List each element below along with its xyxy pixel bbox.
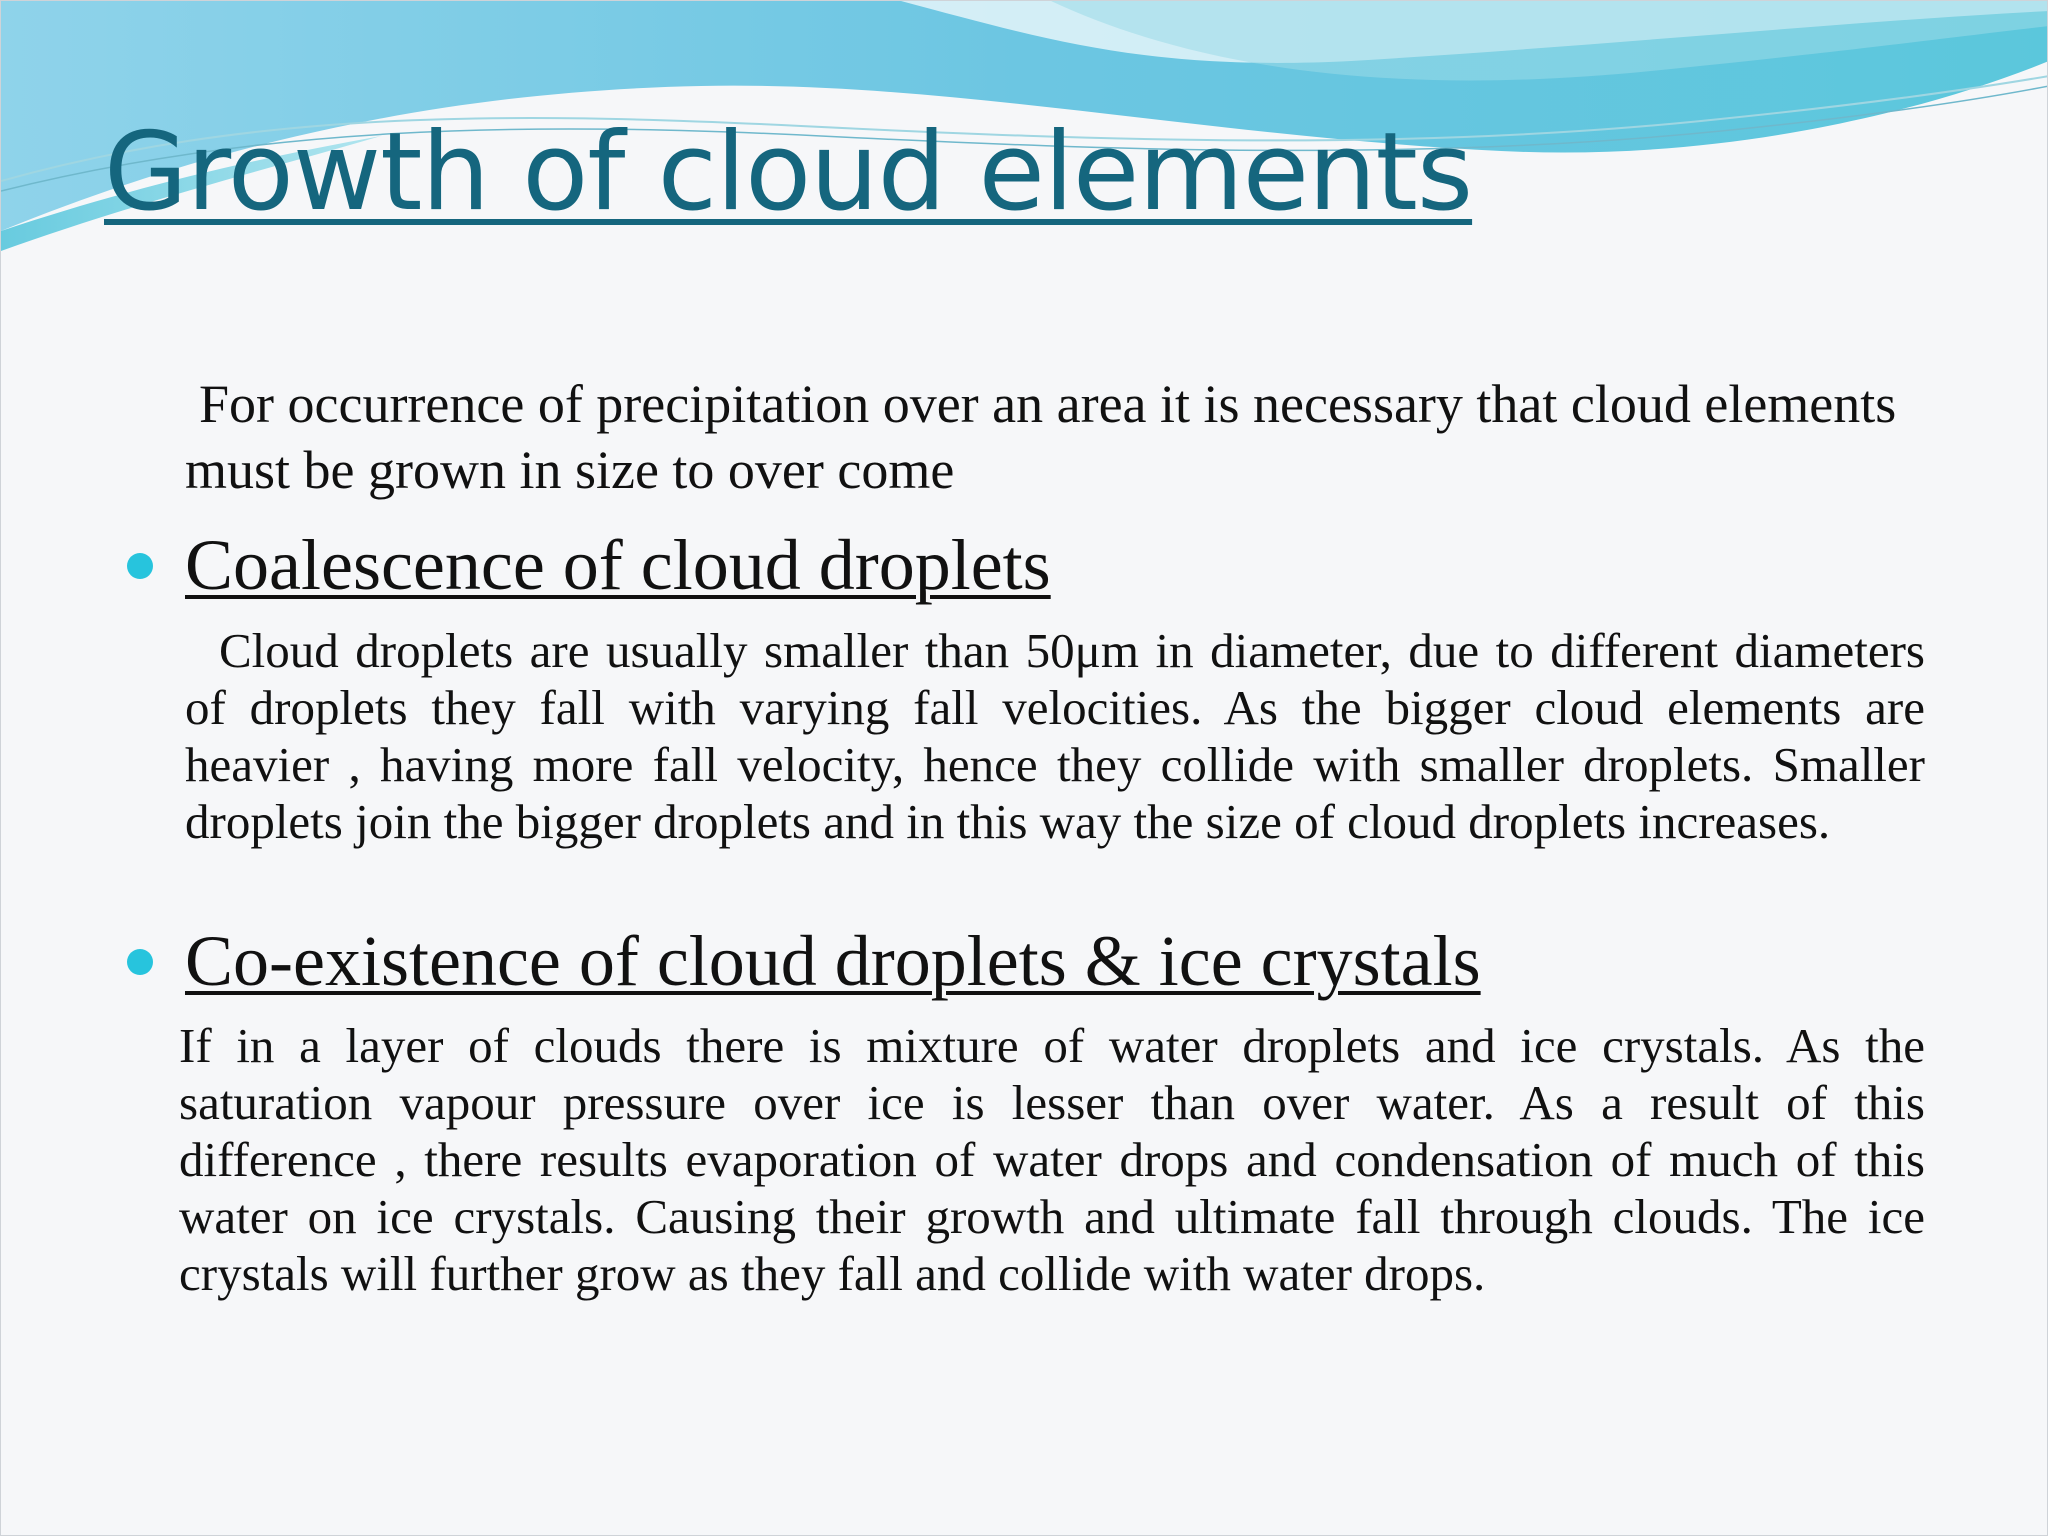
heading-coexistence: Co-existence of cloud droplets & ice crystals [185,921,1481,1001]
coalescence-paragraph [185,622,1925,850]
bullet-dot-icon [127,949,153,975]
intro-paragraph [185,371,1925,503]
coexistence-text: If in a layer of clouds there is mixture of water droplets and ice crystals. As the saturation vapour pressure over ice is lesser than over water. As a result of this difference , there results evaporation of water drops and condensation of much of this water on ice crystals. Causing their growth and ultimate fall through clouds. The ice crystals will further grow as they fall and collide with water drops. [179,1018,1925,1301]
bullet-coexistence [127,919,1481,1003]
slide-content [1,1,2048,1536]
intro-text: For occurrence of precipitation over an area it is necessary that cloud elements must be grown in size to over come [185,374,1897,500]
coexistence-paragraph [179,1017,1925,1302]
bullet-dot-icon [127,553,153,579]
heading-coalescence: Coalescence of cloud droplets [185,525,1051,605]
coalescence-text: Cloud droplets are usually smaller than 50μm in diameter, due to different diameters of droplets they fall with varying fall velocities. As the bigger cloud elements are heavier , having more fall velocity, hence they collide with smaller droplets. Smaller droplets join the bigger droplets and in this way the size of cloud droplets increases. [185,623,1925,849]
slide-title: Growth of cloud elements [104,110,1473,235]
bullet-coalescence [127,523,1051,607]
